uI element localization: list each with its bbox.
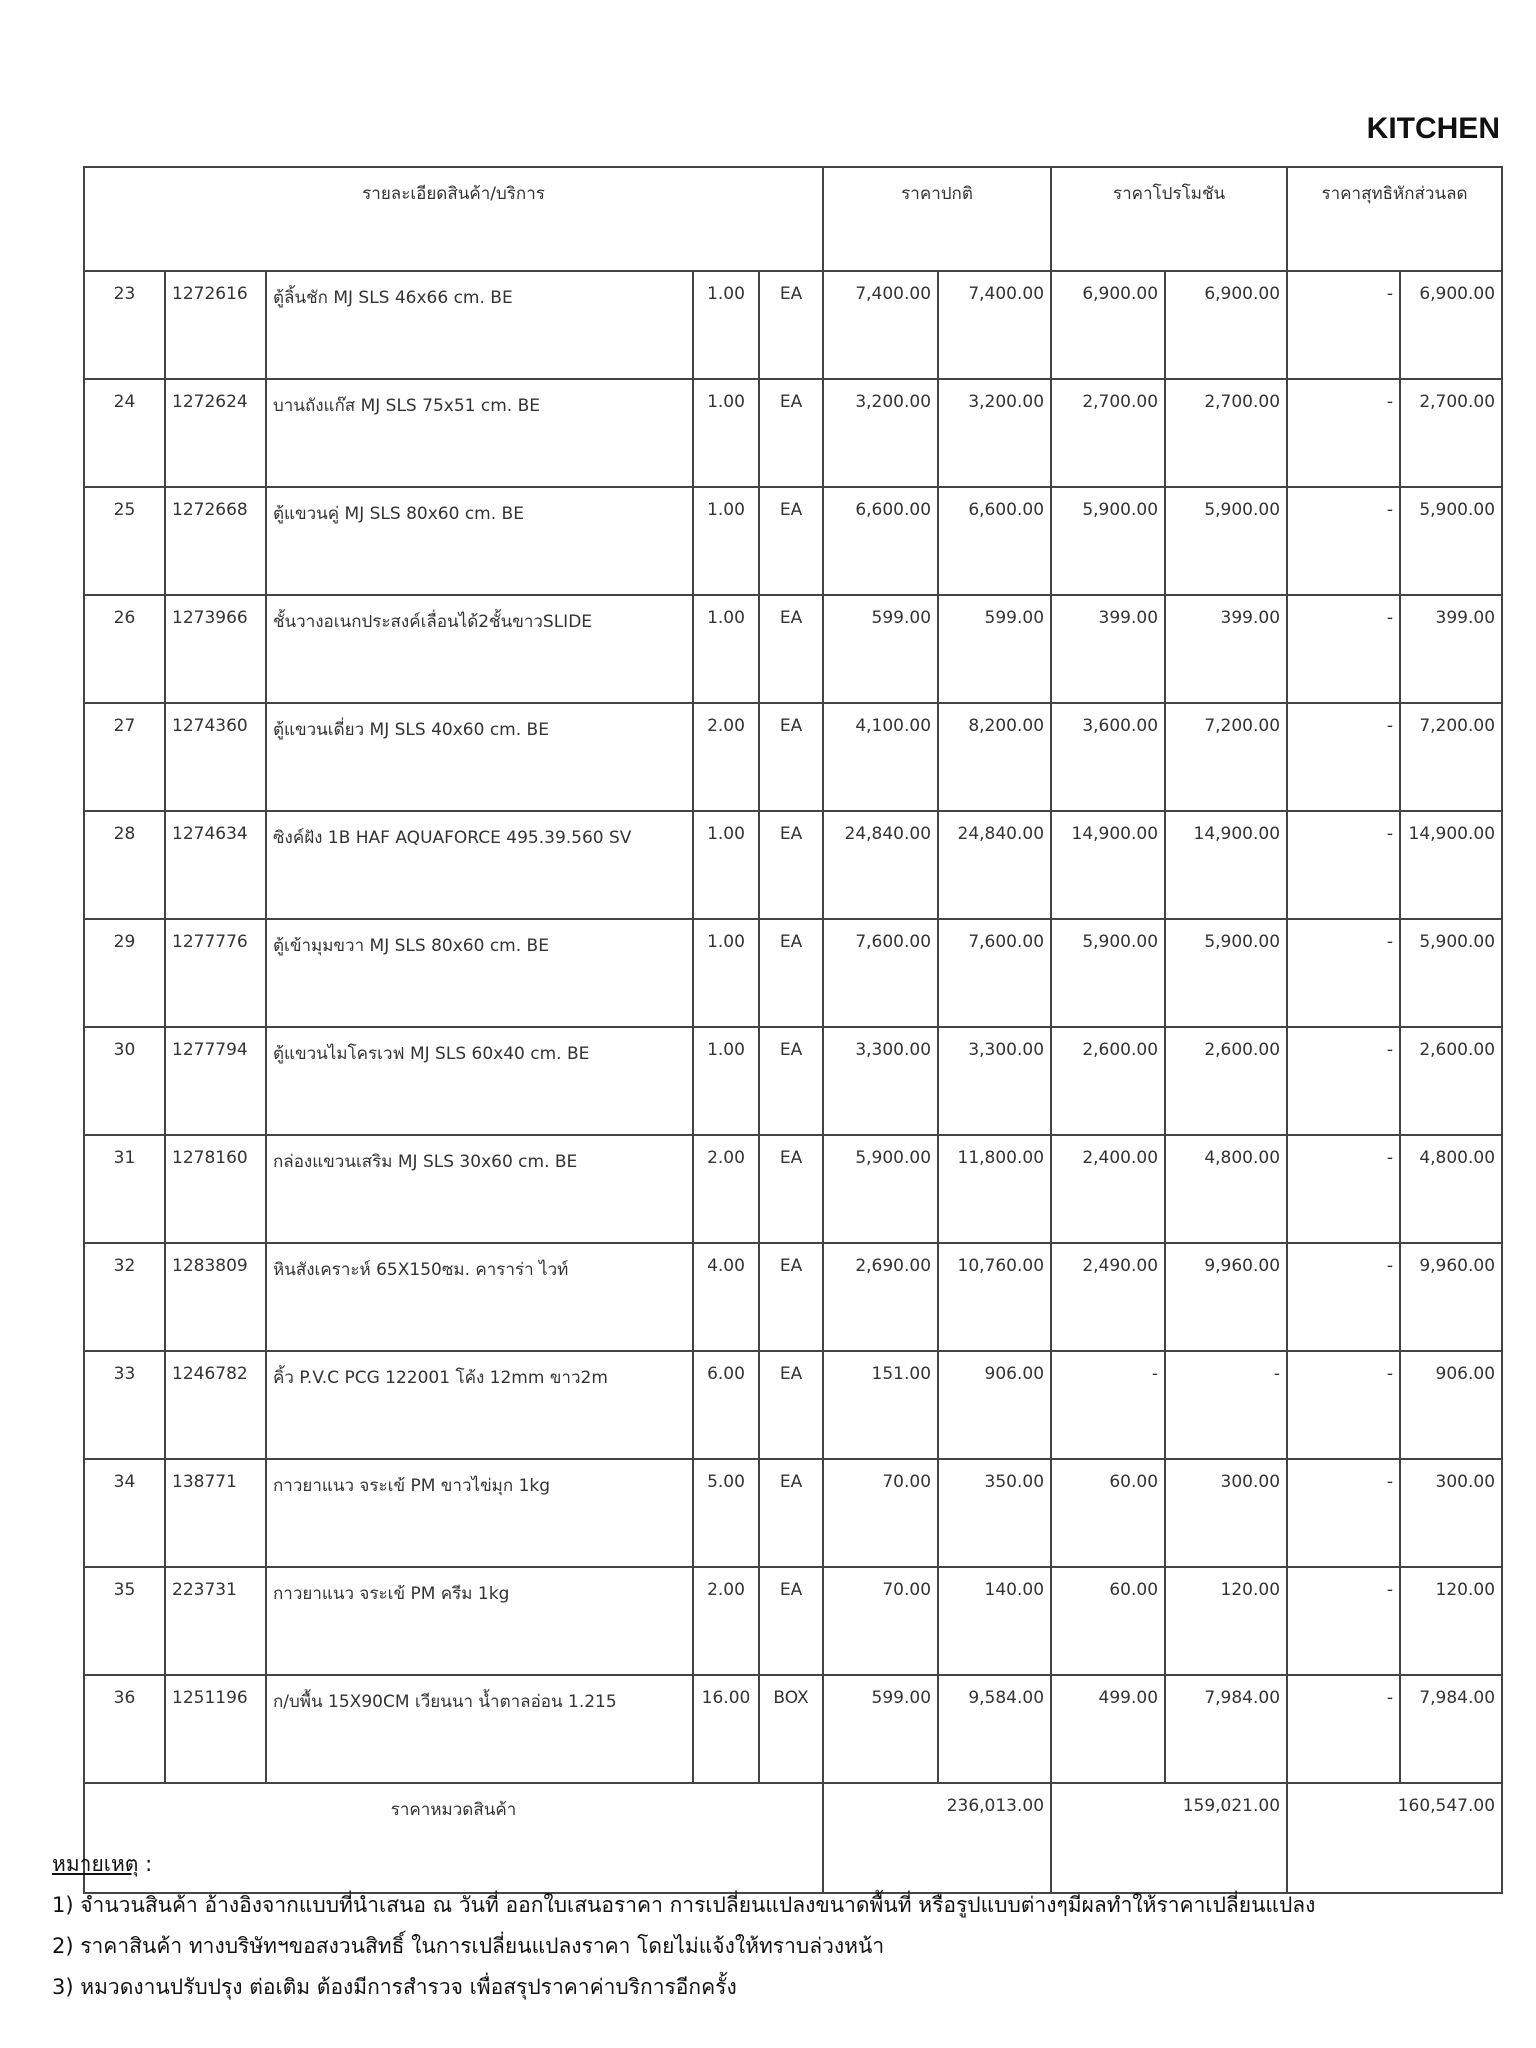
net-price: 120.00 <box>1400 1567 1502 1675</box>
document-title: KITCHEN <box>1366 112 1500 145</box>
unit-price: 599.00 <box>823 1675 938 1783</box>
table-row <box>84 1135 1502 1243</box>
unit: EA <box>759 1243 823 1351</box>
header-promo-price: ราคาโปรโมชัน <box>1051 167 1287 271</box>
promo-unit-price: 3,600.00 <box>1051 703 1165 811</box>
row-number: 31 <box>84 1135 165 1243</box>
product-code: 138771 <box>165 1459 266 1567</box>
promo-unit-price: 2,490.00 <box>1051 1243 1165 1351</box>
summary-promo-total: 159,021.00 <box>1051 1783 1287 1893</box>
discount: - <box>1287 1567 1400 1675</box>
quantity: 6.00 <box>693 1351 759 1459</box>
table-row <box>84 271 1502 379</box>
promo-total: 300.00 <box>1165 1459 1287 1567</box>
regular-total: 10,760.00 <box>938 1243 1051 1351</box>
net-price: 2,700.00 <box>1400 379 1502 487</box>
table-row <box>84 1243 1502 1351</box>
product-code: 1277776 <box>165 919 266 1027</box>
regular-total: 11,800.00 <box>938 1135 1051 1243</box>
row-number: 25 <box>84 487 165 595</box>
discount: - <box>1287 919 1400 1027</box>
header-net-price: ราคาสุทธิหักส่วนลด <box>1287 167 1502 271</box>
promo-unit-price: 499.00 <box>1051 1675 1165 1783</box>
discount: - <box>1287 271 1400 379</box>
promo-total: 9,960.00 <box>1165 1243 1287 1351</box>
promo-total: 7,984.00 <box>1165 1675 1287 1783</box>
table-row <box>84 1675 1502 1783</box>
product-description: ตู้เข้ามุมขวา MJ SLS 80x60 cm. BE <box>266 919 693 1027</box>
discount: - <box>1287 595 1400 703</box>
discount: - <box>1287 1135 1400 1243</box>
header-regular-price: ราคาปกติ <box>823 167 1051 271</box>
quantity: 2.00 <box>693 703 759 811</box>
promo-unit-price: 14,900.00 <box>1051 811 1165 919</box>
promo-unit-price: 2,600.00 <box>1051 1027 1165 1135</box>
row-number: 27 <box>84 703 165 811</box>
product-description: บานถังแก๊ส MJ SLS 75x51 cm. BE <box>266 379 693 487</box>
quantity: 4.00 <box>693 1243 759 1351</box>
regular-total: 6,600.00 <box>938 487 1051 595</box>
discount: - <box>1287 379 1400 487</box>
quantity: 1.00 <box>693 1027 759 1135</box>
row-number: 26 <box>84 595 165 703</box>
product-code: 1246782 <box>165 1351 266 1459</box>
product-description: คิ้ว P.V.C PCG 122001 โค้ง 12mm ขาว2m <box>266 1351 693 1459</box>
quantity: 2.00 <box>693 1567 759 1675</box>
table-row <box>84 919 1502 1027</box>
unit-price: 7,400.00 <box>823 271 938 379</box>
net-price: 4,800.00 <box>1400 1135 1502 1243</box>
summary-net-total: 160,547.00 <box>1287 1783 1502 1893</box>
table-row <box>84 811 1502 919</box>
discount: - <box>1287 1459 1400 1567</box>
product-description: กาวยาแนว จระเข้ PM ครีม 1kg <box>266 1567 693 1675</box>
promo-total: 2,600.00 <box>1165 1027 1287 1135</box>
row-number: 23 <box>84 271 165 379</box>
unit-price: 2,690.00 <box>823 1243 938 1351</box>
net-price: 9,960.00 <box>1400 1243 1502 1351</box>
discount: - <box>1287 487 1400 595</box>
note-item-1: 1) จำนวนสินค้า อ้างอิงจากแบบที่นำเสนอ ณ วันที่ ออกใบเสนอราคา การเปลี่ยนแปลงขนาดพื้นที่ หรือรูปแบบต่างๆมีผลทำให้ราคาเปลี่ยนแปลง <box>52 1893 1316 1917</box>
regular-total: 906.00 <box>938 1351 1051 1459</box>
net-price: 399.00 <box>1400 595 1502 703</box>
table-row <box>84 703 1502 811</box>
regular-total: 24,840.00 <box>938 811 1051 919</box>
product-description: ซิงค์ฝัง 1B HAF AQUAFORCE 495.39.560 SV <box>266 811 693 919</box>
regular-total: 140.00 <box>938 1567 1051 1675</box>
unit-price: 599.00 <box>823 595 938 703</box>
net-price: 6,900.00 <box>1400 271 1502 379</box>
unit: EA <box>759 811 823 919</box>
table-row <box>84 1459 1502 1567</box>
row-number: 35 <box>84 1567 165 1675</box>
promo-unit-price: 2,400.00 <box>1051 1135 1165 1243</box>
note-item-3: 3) หมวดงานปรับปรุง ต่อเติม ต้องมีการสำรวจ เพื่อสรุปราคาค่าบริการอีกครั้ง <box>52 1975 737 1999</box>
regular-total: 3,200.00 <box>938 379 1051 487</box>
row-number: 29 <box>84 919 165 1027</box>
promo-total: 4,800.00 <box>1165 1135 1287 1243</box>
summary-label: ราคาหมวดสินค้า <box>84 1783 823 1893</box>
discount: - <box>1287 1243 1400 1351</box>
unit: EA <box>759 487 823 595</box>
promo-total: 2,700.00 <box>1165 379 1287 487</box>
regular-total: 9,584.00 <box>938 1675 1051 1783</box>
discount: - <box>1287 811 1400 919</box>
quantity: 1.00 <box>693 811 759 919</box>
net-price: 5,900.00 <box>1400 919 1502 1027</box>
net-price: 7,984.00 <box>1400 1675 1502 1783</box>
unit: EA <box>759 1027 823 1135</box>
unit-price: 24,840.00 <box>823 811 938 919</box>
product-code: 1274634 <box>165 811 266 919</box>
unit-price: 7,600.00 <box>823 919 938 1027</box>
row-number: 30 <box>84 1027 165 1135</box>
promo-total: 5,900.00 <box>1165 487 1287 595</box>
row-number: 33 <box>84 1351 165 1459</box>
regular-total: 599.00 <box>938 595 1051 703</box>
header-details: รายละเอียดสินค้า/บริการ <box>84 167 823 271</box>
unit: BOX <box>759 1675 823 1783</box>
promo-total: 14,900.00 <box>1165 811 1287 919</box>
unit: EA <box>759 1135 823 1243</box>
row-number: 34 <box>84 1459 165 1567</box>
unit: EA <box>759 1351 823 1459</box>
product-code: 1251196 <box>165 1675 266 1783</box>
unit-price: 6,600.00 <box>823 487 938 595</box>
net-price: 300.00 <box>1400 1459 1502 1567</box>
product-code: 1272668 <box>165 487 266 595</box>
product-description: กล่องแขวนเสริม MJ SLS 30x60 cm. BE <box>266 1135 693 1243</box>
promo-unit-price: 60.00 <box>1051 1459 1165 1567</box>
quantity: 2.00 <box>693 1135 759 1243</box>
unit-price: 3,200.00 <box>823 379 938 487</box>
notes-section <box>52 1844 1315 2008</box>
product-code: 1272624 <box>165 379 266 487</box>
net-price: 14,900.00 <box>1400 811 1502 919</box>
net-price: 2,600.00 <box>1400 1027 1502 1135</box>
unit: EA <box>759 1459 823 1567</box>
promo-total: 399.00 <box>1165 595 1287 703</box>
product-code: 223731 <box>165 1567 266 1675</box>
table-row <box>84 379 1502 487</box>
unit: EA <box>759 703 823 811</box>
unit-price: 3,300.00 <box>823 1027 938 1135</box>
promo-unit-price: 5,900.00 <box>1051 487 1165 595</box>
promo-unit-price: 5,900.00 <box>1051 919 1165 1027</box>
promo-unit-price: 399.00 <box>1051 595 1165 703</box>
product-code: 1274360 <box>165 703 266 811</box>
promo-total: 6,900.00 <box>1165 271 1287 379</box>
promo-unit-price: 60.00 <box>1051 1567 1165 1675</box>
promo-total: 5,900.00 <box>1165 919 1287 1027</box>
product-description: ตู้แขวนไมโครเวฟ MJ SLS 60x40 cm. BE <box>266 1027 693 1135</box>
product-description: ตู้แขวนคู่ MJ SLS 80x60 cm. BE <box>266 487 693 595</box>
regular-total: 8,200.00 <box>938 703 1051 811</box>
product-code: 1277794 <box>165 1027 266 1135</box>
unit: EA <box>759 919 823 1027</box>
promo-total: 120.00 <box>1165 1567 1287 1675</box>
quotation-table <box>83 166 1503 1894</box>
promo-total: - <box>1165 1351 1287 1459</box>
product-code: 1283809 <box>165 1243 266 1351</box>
product-description: กาวยาแนว จระเข้ PM ขาวไข่มุก 1kg <box>266 1459 693 1567</box>
quantity: 1.00 <box>693 595 759 703</box>
unit: EA <box>759 379 823 487</box>
notes-heading-line <box>52 1844 1315 1885</box>
summary-regular-total: 236,013.00 <box>823 1783 1051 1893</box>
product-description: หินสังเคราะห์ 65X150ซม. คาราร่า ไวท์ <box>266 1243 693 1351</box>
quantity: 5.00 <box>693 1459 759 1567</box>
quantity: 1.00 <box>693 271 759 379</box>
table-row <box>84 487 1502 595</box>
promo-unit-price: 2,700.00 <box>1051 379 1165 487</box>
notes-heading: หมายเหตุ <box>52 1852 139 1876</box>
unit: EA <box>759 1567 823 1675</box>
quantity: 1.00 <box>693 487 759 595</box>
discount: - <box>1287 1351 1400 1459</box>
unit-price: 70.00 <box>823 1567 938 1675</box>
row-number: 28 <box>84 811 165 919</box>
product-code: 1278160 <box>165 1135 266 1243</box>
discount: - <box>1287 703 1400 811</box>
discount: - <box>1287 1027 1400 1135</box>
net-price: 906.00 <box>1400 1351 1502 1459</box>
row-number: 36 <box>84 1675 165 1783</box>
notes-colon: : <box>138 1852 153 1876</box>
table-row <box>84 1027 1502 1135</box>
unit-price: 5,900.00 <box>823 1135 938 1243</box>
quantity: 16.00 <box>693 1675 759 1783</box>
product-description: ตู้แขวนเดี่ยว MJ SLS 40x60 cm. BE <box>266 703 693 811</box>
unit: EA <box>759 595 823 703</box>
unit: EA <box>759 271 823 379</box>
table-row <box>84 595 1502 703</box>
promo-unit-price: - <box>1051 1351 1165 1459</box>
regular-total: 7,400.00 <box>938 271 1051 379</box>
regular-total: 3,300.00 <box>938 1027 1051 1135</box>
product-description: ก/บพื้น 15X90CM เวียนนา น้ำตาลอ่อน 1.215 <box>266 1675 693 1783</box>
quantity: 1.00 <box>693 919 759 1027</box>
promo-total: 7,200.00 <box>1165 703 1287 811</box>
header-row <box>84 167 1502 271</box>
discount: - <box>1287 1675 1400 1783</box>
promo-unit-price: 6,900.00 <box>1051 271 1165 379</box>
regular-total: 7,600.00 <box>938 919 1051 1027</box>
quantity: 1.00 <box>693 379 759 487</box>
table-body <box>84 271 1502 1783</box>
row-number: 32 <box>84 1243 165 1351</box>
net-price: 5,900.00 <box>1400 487 1502 595</box>
product-description: ตู้ลิ้นชัก MJ SLS 46x66 cm. BE <box>266 271 693 379</box>
note-item-2: 2) ราคาสินค้า ทางบริษัทฯขอสงวนสิทธิ์ ในการเปลี่ยนแปลงราคา โดยไม่แจ้งให้ทราบล่วงหน้า <box>52 1934 885 1958</box>
unit-price: 4,100.00 <box>823 703 938 811</box>
net-price: 7,200.00 <box>1400 703 1502 811</box>
product-description: ชั้นวางอเนกประสงค์เลื่อนได้2ชั้นขาวSLIDE <box>266 595 693 703</box>
row-number: 24 <box>84 379 165 487</box>
unit-price: 70.00 <box>823 1459 938 1567</box>
regular-total: 350.00 <box>938 1459 1051 1567</box>
table-row <box>84 1351 1502 1459</box>
product-code: 1272616 <box>165 271 266 379</box>
product-code: 1273966 <box>165 595 266 703</box>
unit-price: 151.00 <box>823 1351 938 1459</box>
table-row <box>84 1567 1502 1675</box>
